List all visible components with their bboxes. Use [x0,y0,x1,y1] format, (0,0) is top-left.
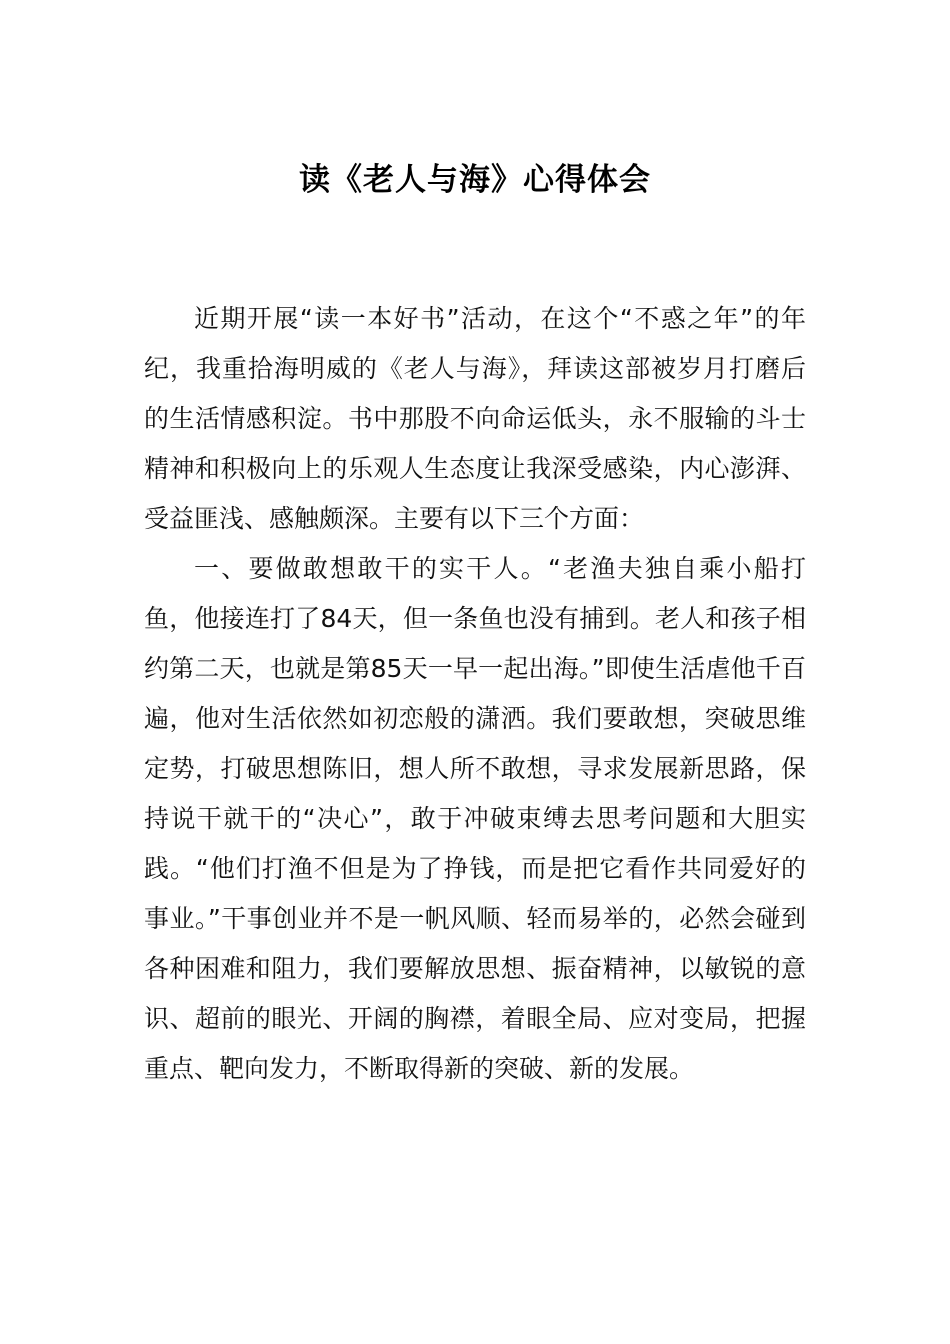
paragraph-intro: 近期开展“读一本好书”活动，在这个“不惑之年”的年纪，我重拾海明威的《老人与海》，拜读这部被岁月打磨后的生活情感积淀。书中那股不向命运低头，永不服输的斗士精神和积极向上的乐观人生态度让我深受感染，内心澎湃、受益匪浅、感触颇深。主要有以下三个方面： [144,304,806,533]
document-body [144,294,806,1094]
paragraph-point-one: 一、要做敢想敢干的实干人。“老渔夫独自乘小船打鱼，他接连打了84天，但一条鱼也没有捕到。老人和孩子相约第二天，也就是第85天一早一起出海。”即使生活虐他千百遍，他对生活依然如初恋般的潇洒。我们要敢想，突破思维定势，打破思想陈旧，想人所不敢想，寻求发展新思路，保持说干就干的“决心”，敢于冲破束缚去思考问题和大胆实践。“他们打渔不但是为了挣钱，而是把它看作共同爱好的事业。”干事创业并不是一帆风顺、轻而易举的，必然会碰到各种困难和阻力，我们要解放思想、振奋精神，以敏锐的意识、超前的眼光、开阔的胸襟，着眼全局、应对变局，把握重点、靶向发力，不断取得新的突破、新的发展。 [144,554,806,1083]
document-title: 读《老人与海》心得体会 [299,162,651,198]
